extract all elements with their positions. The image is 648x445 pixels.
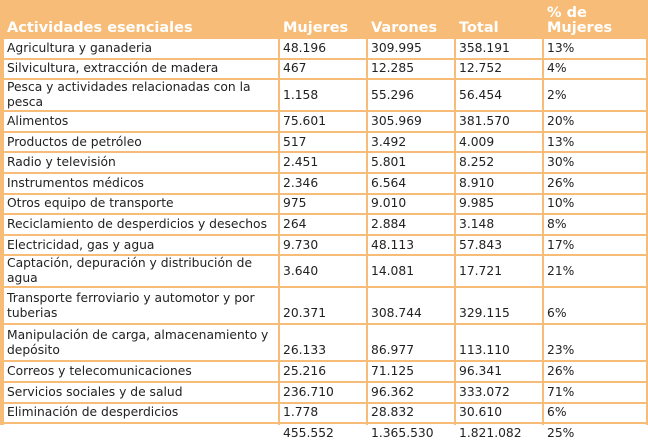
cell-women: 26.133: [280, 325, 366, 360]
cell-women: 9.730: [280, 236, 366, 255]
cell-men: 3.492: [368, 133, 454, 152]
cell-pct-women: 13%: [544, 39, 646, 58]
table-row: [4, 256, 646, 286]
table-row: [4, 174, 646, 193]
cell-men: 96.362: [368, 383, 454, 402]
cell-pct-women: 10%: [544, 195, 646, 214]
cell-pct-women: 26%: [544, 174, 646, 193]
total-cell-total: 1.821.082: [456, 424, 542, 443]
cell-activity: Captación, depuración y distribución de agua: [4, 256, 278, 286]
cell-men: 2.884: [368, 215, 454, 234]
cell-activity: Pesca y actividades relacionadas con la pesca: [4, 80, 278, 110]
cell-women: 3.640: [280, 256, 366, 286]
cell-total: 333.072: [456, 383, 542, 402]
cell-men: 6.564: [368, 174, 454, 193]
cell-total: 381.570: [456, 112, 542, 131]
cell-total: 8.910: [456, 174, 542, 193]
cell-pct-women: 6%: [544, 288, 646, 323]
cell-activity: Alimentos: [4, 112, 278, 131]
cell-activity: Agricultura y ganaderia: [4, 39, 278, 58]
cell-activity: Radio y televisión: [4, 153, 278, 172]
cell-total: 8.252: [456, 153, 542, 172]
cell-men: 12.285: [368, 60, 454, 79]
cell-men: 5.801: [368, 153, 454, 172]
cell-pct-women: 26%: [544, 362, 646, 381]
cell-total: 17.721: [456, 256, 542, 286]
header-row: [4, 3, 646, 37]
cell-pct-women: 4%: [544, 60, 646, 79]
cell-women: 1.158: [280, 80, 366, 110]
cell-activity: Electricidad, gas y agua: [4, 236, 278, 255]
cell-men: 14.081: [368, 256, 454, 286]
cell-total: 4.009: [456, 133, 542, 152]
cell-men: 71.125: [368, 362, 454, 381]
cell-pct-women: 23%: [544, 325, 646, 360]
total-cell-pct-women: 25%: [544, 424, 646, 443]
cell-activity: Instrumentos médicos: [4, 174, 278, 193]
table-row: [4, 153, 646, 172]
cell-pct-women: 20%: [544, 112, 646, 131]
cell-women: 48.196: [280, 39, 366, 58]
cell-total: 96.341: [456, 362, 542, 381]
essential-activities-table: [2, 1, 648, 445]
cell-pct-women: 8%: [544, 215, 646, 234]
header-pct-women: % de Mujeres: [544, 3, 646, 37]
cell-women: 25.216: [280, 362, 366, 381]
table-row: [4, 362, 646, 381]
header-women: Mujeres: [280, 3, 366, 37]
cell-pct-women: 6%: [544, 404, 646, 423]
cell-activity: Servicios sociales y de salud: [4, 383, 278, 402]
cell-men: 86.977: [368, 325, 454, 360]
cell-women: 975: [280, 195, 366, 214]
total-cell-women: 455.552: [280, 424, 366, 443]
cell-total: 56.454: [456, 80, 542, 110]
cell-activity: Reciclamiento de desperdicios y desechos: [4, 215, 278, 234]
cell-men: 55.296: [368, 80, 454, 110]
table-row: [4, 112, 646, 131]
cell-activity: Productos de petróleo: [4, 133, 278, 152]
table-row: [4, 80, 646, 110]
header-activity: Actividades esenciales: [4, 3, 278, 37]
table-body: [4, 39, 646, 443]
cell-women: 75.601: [280, 112, 366, 131]
cell-men: 9.010: [368, 195, 454, 214]
cell-total: 30.610: [456, 404, 542, 423]
cell-activity: Manipulación de carga, almacenamiento y depósito: [4, 325, 278, 360]
cell-women: 264: [280, 215, 366, 234]
cell-women: 517: [280, 133, 366, 152]
table-row: [4, 39, 646, 58]
table-row: [4, 383, 646, 402]
table-row: [4, 60, 646, 79]
cell-women: 20.371: [280, 288, 366, 323]
cell-men: 309.995: [368, 39, 454, 58]
table-row: [4, 288, 646, 323]
cell-pct-women: 17%: [544, 236, 646, 255]
cell-men: 308.744: [368, 288, 454, 323]
total-cell-activity: [4, 424, 278, 443]
table-row: [4, 325, 646, 360]
cell-women: 467: [280, 60, 366, 79]
cell-total: 57.843: [456, 236, 542, 255]
cell-men: 48.113: [368, 236, 454, 255]
cell-women: 2.346: [280, 174, 366, 193]
cell-men: 28.832: [368, 404, 454, 423]
table-row: [4, 215, 646, 234]
cell-total: 113.110: [456, 325, 542, 360]
total-cell-men: 1.365.530: [368, 424, 454, 443]
cell-pct-women: 2%: [544, 80, 646, 110]
cell-activity: Eliminación de desperdicios: [4, 404, 278, 423]
cell-women: 1.778: [280, 404, 366, 423]
cell-total: 329.115: [456, 288, 542, 323]
cell-activity: Transporte ferroviario y automotor y por tuberias: [4, 288, 278, 323]
cell-total: 358.191: [456, 39, 542, 58]
cell-total: 3.148: [456, 215, 542, 234]
cell-activity: Silvicultura, extracción de madera: [4, 60, 278, 79]
cell-women: 236.710: [280, 383, 366, 402]
table-row: [4, 195, 646, 214]
totals-row: [4, 424, 646, 443]
header-total: Total: [456, 3, 542, 37]
cell-activity: Otros equipo de transporte: [4, 195, 278, 214]
table-row: [4, 404, 646, 423]
cell-pct-women: 30%: [544, 153, 646, 172]
cell-pct-women: 21%: [544, 256, 646, 286]
table-row: [4, 236, 646, 255]
cell-men: 305.969: [368, 112, 454, 131]
cell-pct-women: 13%: [544, 133, 646, 152]
cell-total: 12.752: [456, 60, 542, 79]
table-row: [4, 133, 646, 152]
cell-activity: Correos y telecomunicaciones: [4, 362, 278, 381]
header-men: Varones: [368, 3, 454, 37]
cell-total: 9.985: [456, 195, 542, 214]
cell-pct-women: 71%: [544, 383, 646, 402]
cell-women: 2.451: [280, 153, 366, 172]
